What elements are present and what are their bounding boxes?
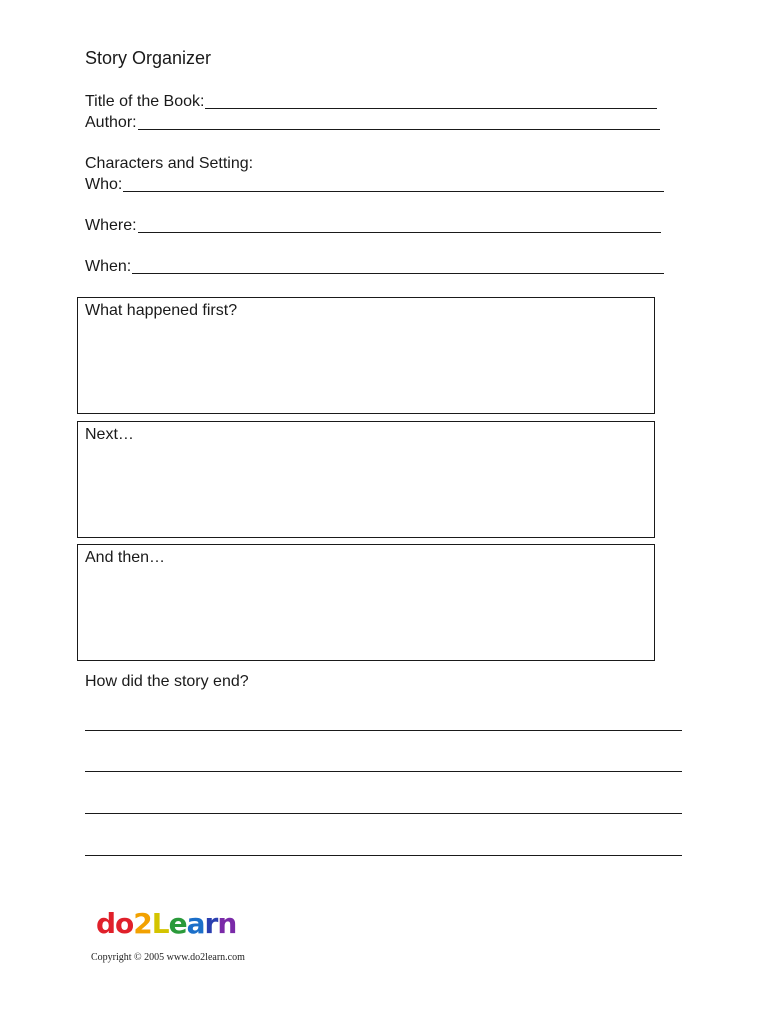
when-field[interactable] (85, 257, 664, 277)
do2learn-logo (96, 902, 236, 940)
logo-letter: a (186, 907, 205, 940)
and-then-label: And then… (85, 549, 166, 566)
where-label: Where: (85, 217, 137, 234)
book-title-blank-line[interactable] (205, 108, 657, 109)
copyright-notice: Copyright © 2005 www.do2learn.com (91, 952, 245, 963)
page-title: Story Organizer (85, 48, 212, 68)
book-title-field[interactable] (85, 92, 657, 112)
what-happened-first-label: What happened first? (85, 302, 238, 319)
next-label: Next… (85, 426, 134, 443)
logo-letter: r (204, 907, 218, 940)
logo-letter: d (96, 907, 116, 940)
who-label: Who: (85, 176, 123, 193)
and-then-box[interactable] (77, 544, 655, 661)
story-end-question: How did the story end? (85, 673, 249, 690)
characters-setting-heading: Characters and Setting: (85, 155, 254, 172)
story-end-line-4[interactable] (85, 855, 682, 856)
when-label: When: (85, 258, 132, 275)
who-blank-line[interactable] (123, 191, 664, 192)
logo-letter: e (168, 907, 187, 940)
author-field[interactable] (85, 113, 660, 133)
book-title-label: Title of the Book: (85, 93, 205, 110)
logo-letter: L (151, 907, 169, 940)
author-blank-line[interactable] (138, 129, 660, 130)
author-label: Author: (85, 114, 137, 131)
who-field[interactable] (85, 175, 664, 195)
where-field[interactable] (85, 216, 661, 236)
story-end-line-2[interactable] (85, 771, 682, 772)
logo-letter: 2 (133, 907, 152, 940)
next-box[interactable] (77, 421, 655, 538)
logo-letter: n (217, 907, 237, 940)
story-end-line-1[interactable] (85, 730, 682, 731)
logo-letter: o (115, 907, 134, 940)
story-end-line-3[interactable] (85, 813, 682, 814)
when-blank-line[interactable] (132, 273, 664, 274)
where-blank-line[interactable] (138, 232, 661, 233)
what-happened-first-box[interactable] (77, 297, 655, 414)
